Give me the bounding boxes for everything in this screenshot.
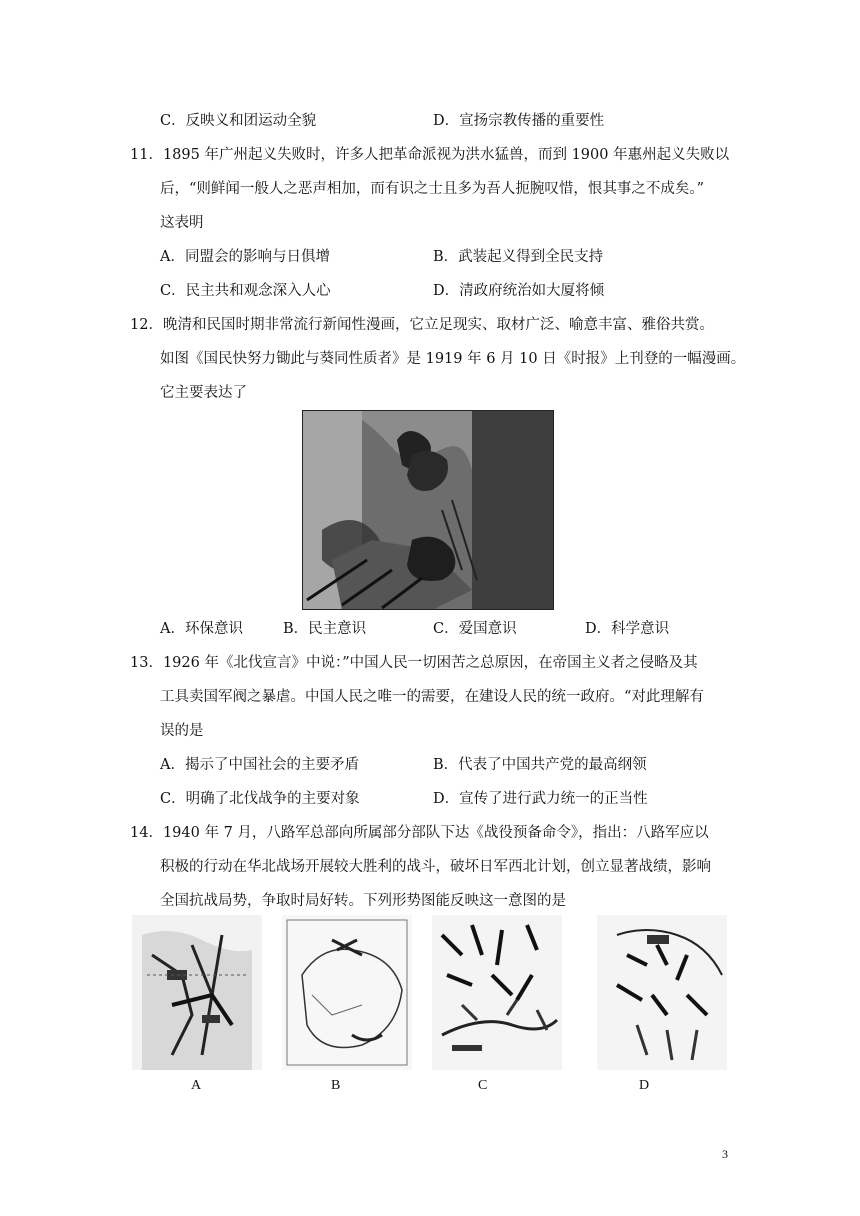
- map-a-image: [132, 915, 262, 1070]
- map-label-a: A: [191, 1078, 202, 1093]
- q10-option-c: C．反映义和团运动全貌: [160, 113, 317, 129]
- q12-option-c: C．爱国意识: [433, 621, 517, 637]
- q13-stem-line-1: 13．1926 年《北伐宣言》中说：”中国人民一切困苦之总原因，在帝国主义者之侵略及其: [130, 655, 698, 671]
- q11-stem-line-3: 这表明: [160, 215, 204, 231]
- q13-option-d: D．宣传了进行武力统一的正当性: [433, 791, 648, 807]
- map-label-b: B: [331, 1078, 341, 1093]
- q13-stem-line-3: 误的是: [160, 723, 204, 739]
- map-d-image: [597, 915, 727, 1070]
- q11-option-b: B．武装起义得到全民支持: [433, 249, 604, 265]
- page-number: 3: [722, 1147, 728, 1161]
- q11-stem-line-1: 11．1895 年广州起义失败时，许多人把革命派视为洪水猛兽，而到 1900 年惠州起义失败以: [130, 147, 730, 163]
- q12-stem-line-1: 12．晚清和民国时期非常流行新闻性漫画，它立足现实、取材广泛、喻意丰富、雅俗共赏。: [130, 317, 714, 333]
- q13-option-c: C．明确了北伐战争的主要对象: [160, 791, 360, 807]
- q14-stem-line-2: 积极的行动在华北战场开展较大胜利的战斗，破坏日军西北计划，创立显著战绩，影响: [160, 859, 711, 875]
- q11-option-c: C．民主共和观念深入人心: [160, 283, 331, 299]
- map-c-image: [432, 915, 562, 1070]
- q14-stem-line-1: 14．1940 年 7 月，八路军总部向所属部分部队下达《战役预备命令》，指出：八路军应以: [130, 825, 709, 841]
- q14-stem-line-3: 全国抗战局势，争取时局好转。下列形势图能反映这一意图的是: [160, 893, 566, 909]
- q13-option-a: A．揭示了中国社会的主要矛盾: [160, 757, 359, 773]
- map-b-image: [282, 915, 412, 1070]
- q12-option-d: D．科学意识: [585, 621, 670, 637]
- q12-stem-line-3: 它主要表达了: [160, 385, 247, 401]
- q12-stem-line-2: 如图《国民快努力锄此与葵同性质者》是 1919 年 6 月 10 日《时报》上刊登的一幅漫画。: [160, 351, 746, 367]
- q13-option-b: B．代表了中国共产党的最高纲领: [433, 757, 647, 773]
- q13-stem-line-2: 工具卖国军阀之暴虐。中国人民之唯一的需要，在建设人民的统一政府。“对此理解有: [160, 689, 704, 705]
- q11-option-d: D．清政府统治如大厦将倾: [433, 283, 605, 299]
- map-label-d: D: [639, 1078, 650, 1093]
- cartoon-image: [302, 410, 554, 610]
- q11-stem-line-2: 后，“则鲜闻一般人之恶声相加，而有识之士且多为吾人扼腕叹惜，恨其事之不成矣。”: [160, 181, 705, 197]
- q11-option-a: A．同盟会的影响与日俱增: [160, 249, 330, 265]
- q12-option-a: A．环保意识: [160, 621, 243, 637]
- map-label-c: C: [478, 1078, 488, 1093]
- q10-option-d: D．宣扬宗教传播的重要性: [433, 113, 605, 129]
- q12-option-b: B．民主意识: [283, 621, 367, 637]
